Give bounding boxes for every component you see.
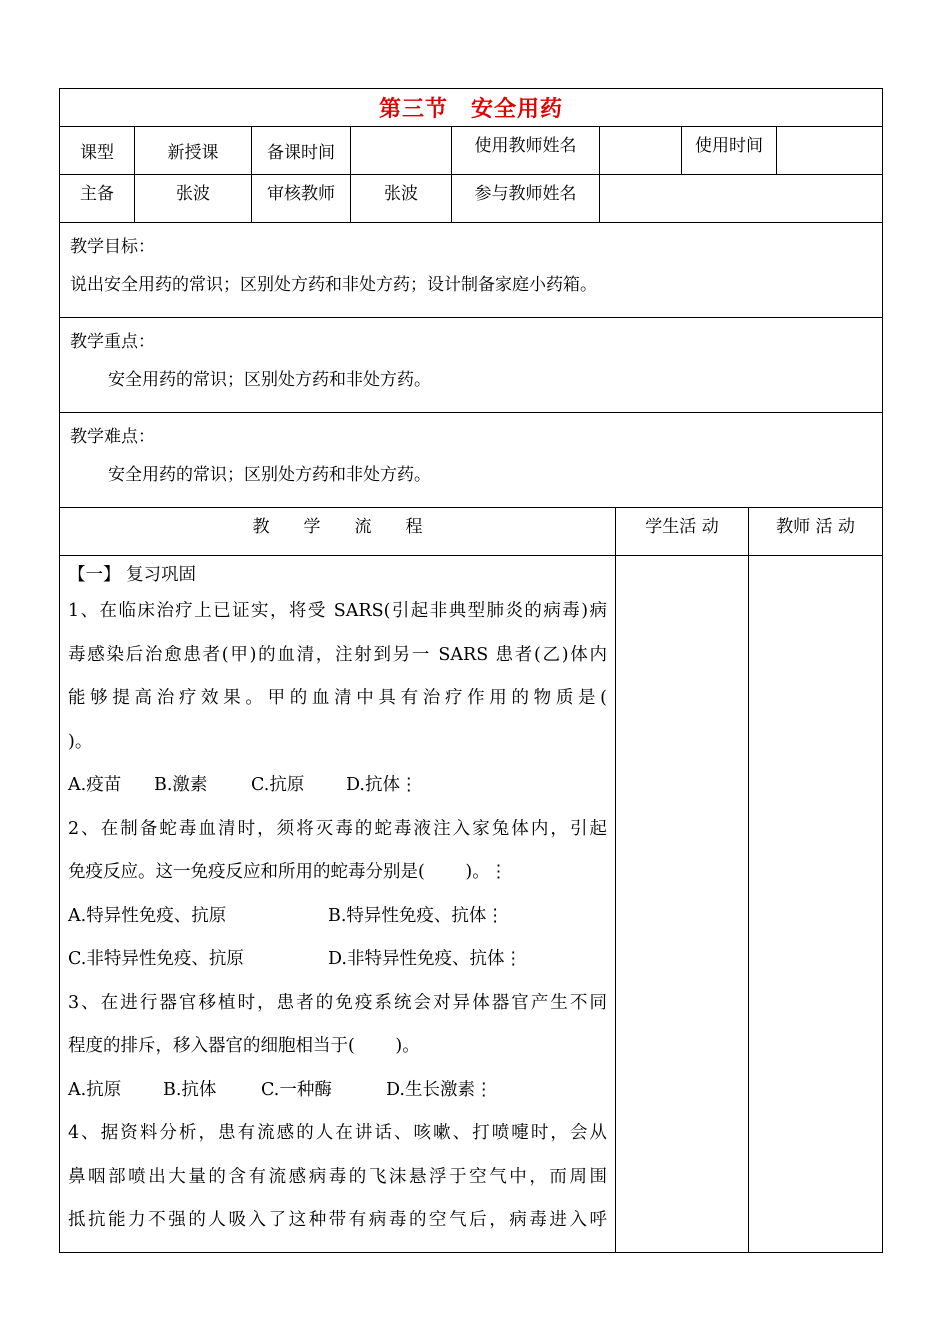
page-title: 第三节 安全用药: [60, 89, 883, 127]
header-cell: 主备: [60, 175, 135, 223]
focus-text: 安全用药的常识；区别处方药和非处方药。: [108, 370, 431, 390]
header-cell: [777, 127, 883, 175]
header-cell: 审核教师: [252, 175, 351, 223]
difficulty-label: 教学难点：: [70, 427, 155, 447]
goals-label: 教学目标：: [70, 237, 155, 257]
q1-option: C.抗原: [251, 775, 305, 795]
flow-header-main: 教 学 流 程: [60, 508, 616, 556]
q1-option: A.疫苗: [68, 775, 122, 795]
q1-option: D.抗体⋮: [346, 775, 418, 795]
lesson-plan-table: [59, 88, 883, 508]
q2-option: A.特异性免疫、抗原: [68, 905, 227, 926]
q3-options: [68, 1069, 607, 1113]
q2-line: 2、在制备蛇毒血清时，须将灭毒的蛇毒液注入家兔体内，引起: [68, 818, 607, 839]
q1-option: B.激素: [154, 775, 208, 795]
q1-line: 1、在临床治疗上已证实，将受 SARS(引起非典型肺炎的病毒)病: [68, 601, 607, 621]
q4-line: 鼻咽部喷出大量的含有流感病毒的飞沫悬浮于空气中，而周围: [68, 1166, 607, 1187]
header-cell: 参与教师姓名: [452, 175, 600, 223]
teacher-activity-cell: [749, 556, 883, 1253]
header-row-1: [60, 127, 883, 175]
q3-option: B.抗体: [163, 1079, 217, 1100]
q2-line: 免疫反应。这一免疫反应和所用的蛇毒分别是( )。⋮: [68, 862, 508, 882]
header-cell: 使用时间: [682, 127, 777, 175]
q3-line: 3、在进行器官移植时，患者的免疫系统会对异体器官产生不同: [68, 992, 607, 1013]
focus-label: 教学重点：: [70, 332, 155, 352]
q3-option: D.生长激素⋮: [386, 1079, 493, 1100]
q1-options: [68, 764, 607, 808]
q2-option: C.非特异性免疫、抗原: [68, 949, 244, 969]
difficulty-section: [60, 413, 883, 508]
flow-header-student: 学生活 动: [616, 508, 749, 556]
goals-text: 说出安全用药的常识；区别处方药和非处方药；设计制备家庭小药箱。: [70, 275, 597, 295]
q2-options: [68, 895, 607, 939]
q2-options: [68, 938, 607, 982]
flow-header-teacher: 教师 活 动: [749, 508, 883, 556]
header-cell: [600, 127, 682, 175]
header-cell: 张波: [351, 175, 452, 223]
q2-option: D.非特异性免疫、抗体⋮: [328, 949, 522, 969]
student-activity-cell: [616, 556, 749, 1253]
q1-line: )。: [68, 731, 93, 752]
flow-content-row: [60, 556, 883, 1253]
header-cell: 课型: [60, 127, 135, 175]
lesson-plan-sheet: [59, 88, 882, 1253]
header-cell: 新授课: [135, 127, 252, 175]
flow-header-row: [60, 508, 883, 556]
q1-line: 能够提高治疗效果。甲的血清中具有治疗作用的物质是(: [68, 688, 607, 708]
q2-option: B.特异性免疫、抗体⋮: [328, 905, 504, 926]
q3-line: 程度的排斥，移入器官的细胞相当于( )。: [68, 1036, 420, 1056]
focus-section: [60, 318, 883, 413]
header-cell: [600, 175, 883, 223]
header-cell: 张波: [135, 175, 252, 223]
header-row-2: [60, 175, 883, 223]
q4-line: 4、据资料分析，患有流感的人在讲话、咳嗽、打喷嚏时，会从: [68, 1123, 607, 1143]
flow-table: [59, 507, 883, 1253]
q4-line: 抵抗能力不强的人吸入了这种带有病毒的空气后，病毒进入呼: [68, 1210, 607, 1230]
difficulty-text: 安全用药的常识；区别处方药和非处方药。: [108, 465, 431, 485]
flow-content: [60, 556, 616, 1253]
header-cell: 备课时间: [252, 127, 351, 175]
q3-option: A.抗原: [68, 1079, 122, 1100]
q3-option: C.一种酶: [261, 1079, 332, 1100]
header-cell: 使用教师姓名: [452, 127, 600, 175]
review-heading: 【一】 复习巩固: [68, 565, 197, 585]
q1-line: 毒感染后治愈患者(甲)的血清，注射到另一 SARS 患者(乙)体内: [68, 644, 607, 665]
header-cell: [351, 127, 452, 175]
goals-section: [60, 223, 883, 318]
